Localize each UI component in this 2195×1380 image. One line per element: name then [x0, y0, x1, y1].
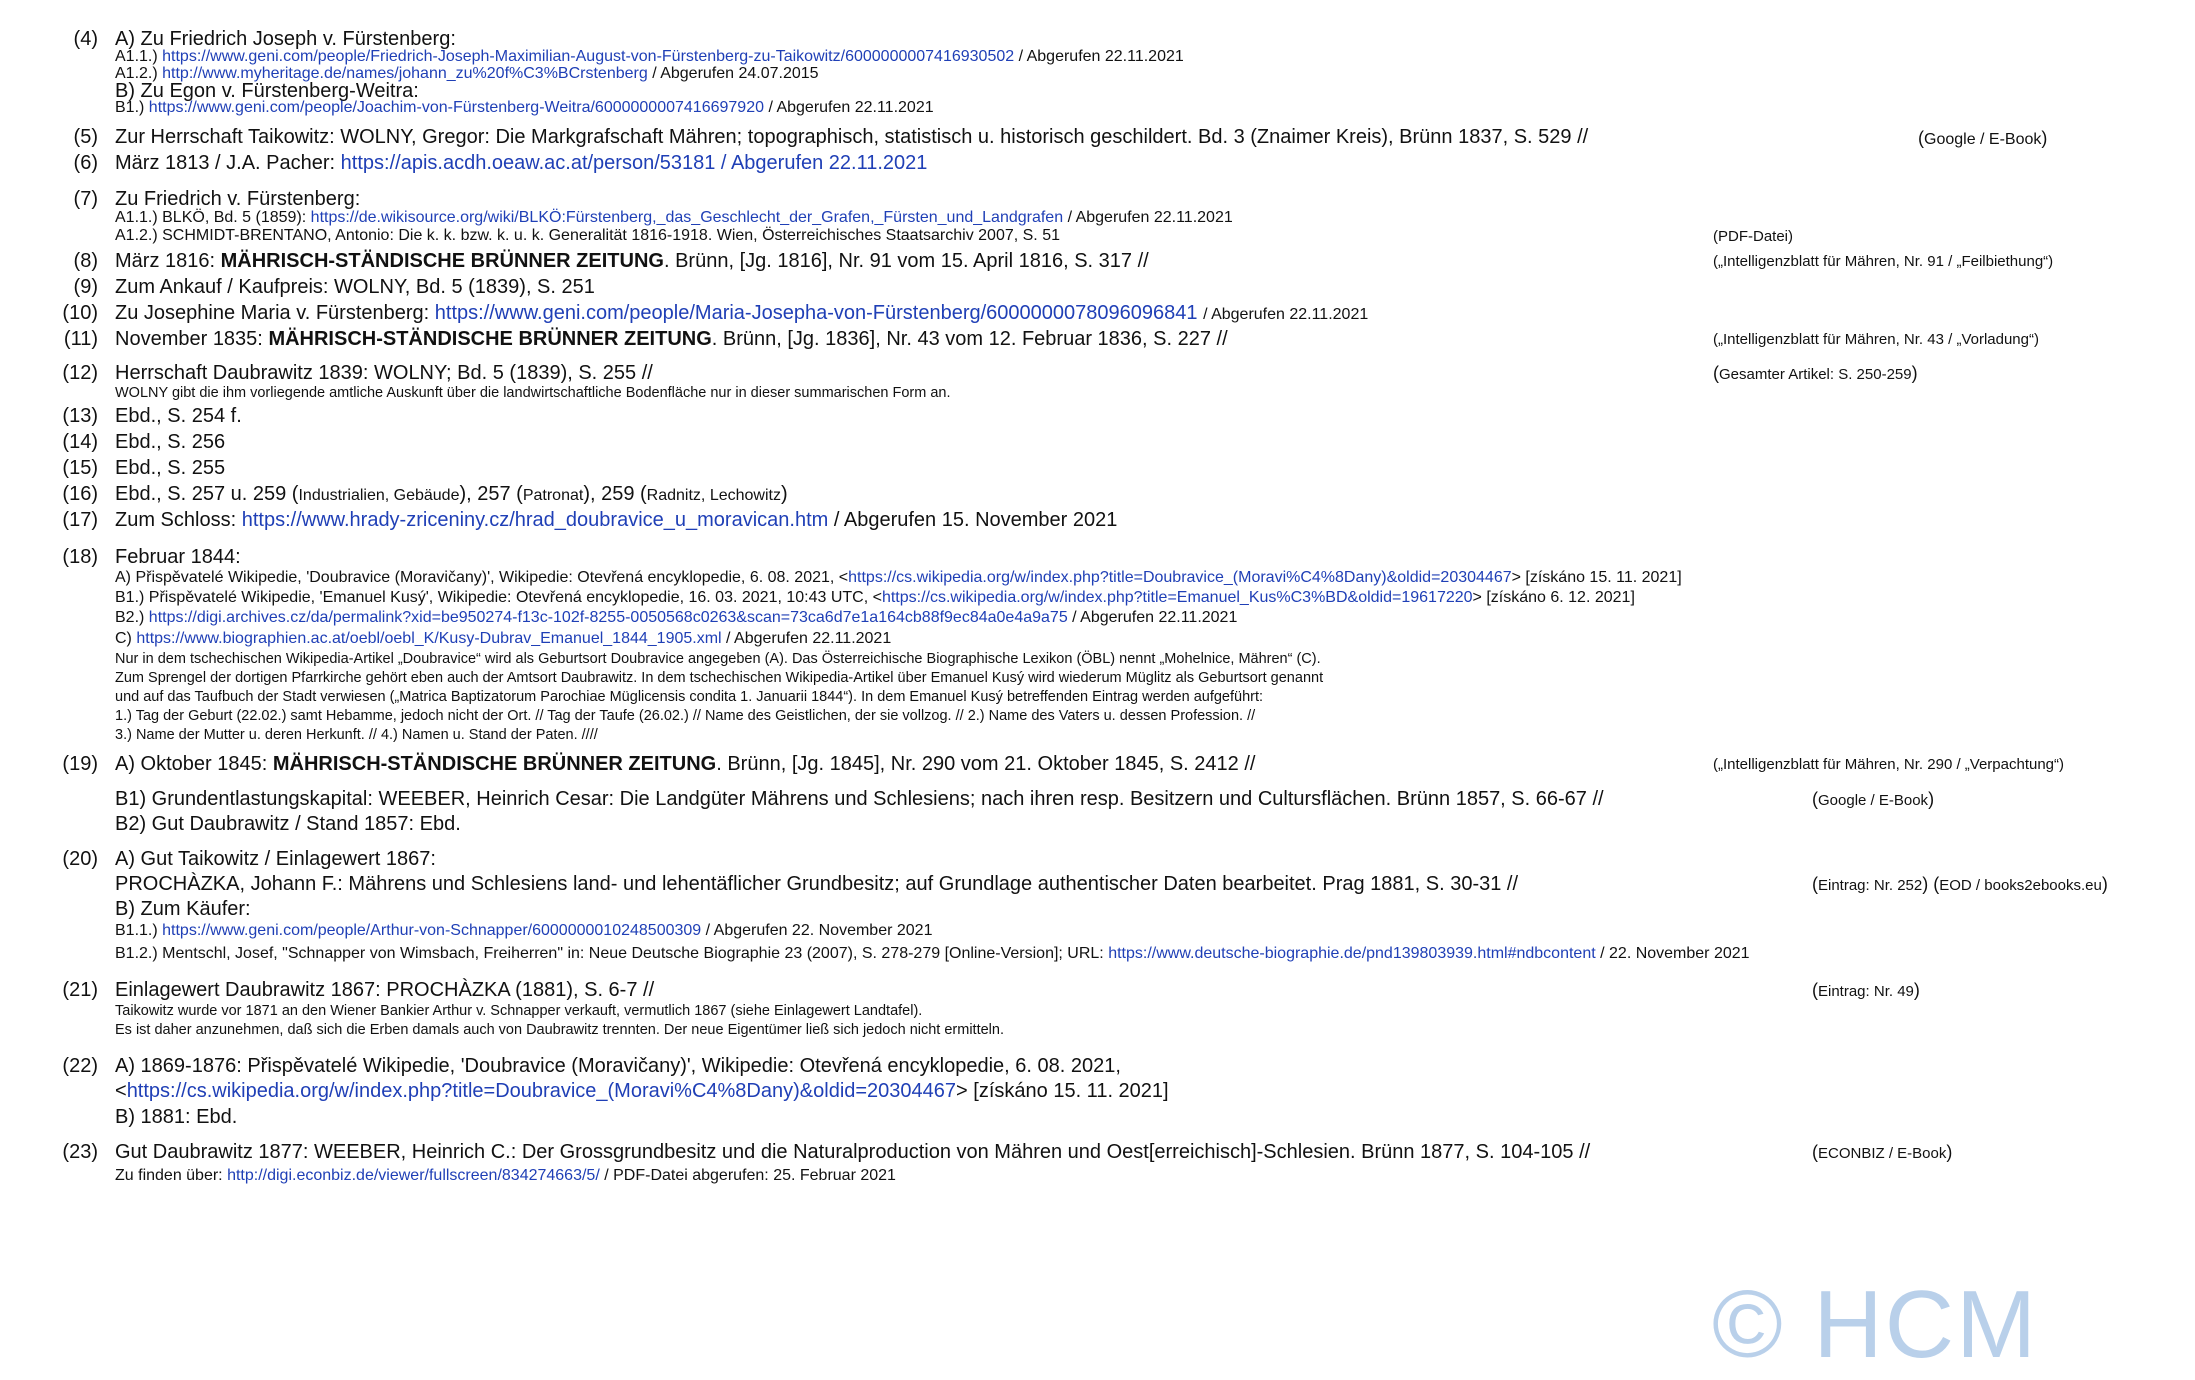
apis-link[interactable]: https://apis.acdh.oeaw.ac.at/person/53181 / Abgerufen 22.11.2021	[340, 152, 928, 174]
deutsche-biographie-link[interactable]: https://www.deutsche-biographie.de/pnd139803939.html#ndbcontent	[1108, 945, 1596, 962]
myheritage-link[interactable]: http://www.myheritage.de/names/johann_zu%20f%C3%BCrstenberg	[162, 65, 648, 82]
geni-link[interactable]: https://www.geni.com/people/Joachim-von-Fürstenberg-Weitra/6000000007416697920	[148, 99, 764, 116]
geni-link[interactable]: https://www.geni.com/people/Arthur-von-Schnapper/6000000010248500309	[162, 922, 702, 939]
biographien-link[interactable]: https://www.biographien.ac.at/oebl/oebl_K/Kusy-Dubrav_Emanuel_1844_1905.xml	[136, 630, 722, 647]
footnotes-page: (4) A) Zu Friedrich Joseph v. Fürstenberg: A1.1.) https://www.geni.com/people/Friedrich-Joseph-Maximilian-August-von-Fürstenberg-zu-Taikowitz/6000000007416930502 / Abgerufen 22.11.2021 A1.2.) http://www.myheritage.de/names/johann_zu%20f%C3%BCrstenberg / Abgerufen 24.07.2015 B) Zu Egon v. Fürstenberg-Weitra: B1.) https://www.geni.com/people/Joachim-von-Fürstenberg-Weitra/6000000007416697920 / Abgerufen 22.11.2021 (5) Zur Herrschaft Taikowitz: WOLNY, Gregor: Die Markgrafschaft Mähren; topographisch, statistisch u. historisch geschildert. Bd. 3 (Znaimer Kreis), Brünn 1837, S. 529 // (Google / E-Book) (6) März 1813 / J.A. Pacher: https://apis.acdh.oeaw.ac.at/person/53181 / Abgerufen 22.11.2021 (7) Zu Friedrich v. Fürstenberg: A1.1.) BLKÖ, Bd. 5 (1859): https://de.wikisource.org/wiki/BLKÖ:Fürstenberg,_das_Geschlecht_der_Grafen,_Fürsten_und_Landgrafen / Abgerufen 22.11.2021 A1.2.) SCHMIDT-BRENTANO, Antonio: Die k. k. bzw. k. u. k. Generalität 1816-1918. Wien, Österreichisches Staatsarchiv 2007, S. 51 (PDF-Datei) (8) März 1816: MÄHRISCH-STÄNDISCHE BRÜNNER ZEITUNG. Brünn, [Jg. 1816], Nr. 91 vom 15. April 1816, S. 317 // („Intelligenzblatt für Mähren, Nr. 91 / „Feilbiethung“) (9) Zum Ankauf / Kaufpreis: WOLNY, Bd. 5 (1839), S. 251 (10) Zu Josephine Maria v. Fürstenberg: https://www.geni.com/people/Maria-Josepha-von-Fürstenberg/6000000078096096841 / Abgerufen 22.11.2021 (11) November 1835: MÄHRISCH-STÄNDISCHE BRÜNNER ZEITUNG. Brünn, [Jg. 1836], Nr. 43 vom 12. Februar 1836, S. 227 // („Intelligenzblatt für Mähren, Nr. 43 / „Vorladung“) (12) Herrschaft Daubrawitz 1839: WOLNY; Bd. 5 (1839), S. 255 // (Gesamter Artikel: S. 250-259) WOLNY gibt die ihm vorliegende amtliche Auskunft über die landwirtschaftliche Bodenfläche nur in dieser summarischen Form an. (13) Ebd., S. 254 f. (14) Ebd., S. 256 (15) Ebd., S. 255 (16) Ebd., S. 257 u. 259 (Industrialien, Gebäude), 257 (Patronat), 259 (Radnitz, Lechowitz) (17) Zum Schloss: https://www.hrady-zriceniny.cz/hrad_doubravice_u_moravican.htm / Abgerufen 15. November 2021 (18) Februar 1844: A) Přispěvatelé Wikipedie, 'Doubravice (Moravičany)', Wikipedie: Otevřená encyklopedie, 6. 08. 2021, <https://cs.wikipedia.org/w/index.php?title=Doubravice_(Moravi%C4%8Dany)&oldid=20304467> [získáno 15. 11. 2021] B1.) Přispěvatelé Wikipedie, 'Emanuel Kusý', Wikipedie: Otevřená encyklopedie, 16. 03. 2021, 10:43 UTC, <https://cs.wikipedia.org/w/index.php?title=Emanuel_Kus%C3%BD&oldid=19617220> [získáno 6. 12. 2021] B2.) https://digi.archives.cz/da/permalink?xid=be950274-f13c-102f-8255-0050568c0263&scan=73ca6d7e1a164cb88f9ec84a0e4a9a75 / Abgerufen 22.11.2021 C) https://www.biographien.ac.at/oebl/oebl_K/Kusy-Dubrav_Emanuel_1844_1905.xml / Abgerufen 22.11.2021 Nur in dem tschechischen Wikipedia-Artikel „Doubravice“ wird als Geburtsort Doubravice angegeben (A). Das Österreichische Biographische Lexikon (ÖBL) nennt „Mohelnice, Mähren“ (C). Zum Sprengel der dortigen Pfarrkirche gehört eben auch der Amtsort Daubrawitz. In dem tschechischen Wikipedia-Artikel über Emanuel Kusý wird wiederum Müglitz als Geburtsort genannt und auf das Taufbuch der Stadt verwiesen („Matrica Baptizatorum Parochiae Müglicensis condita 1. Januarii 1844“). In dem Emanuel Kusý betreffenden Eintrag werden aufgeführt: 1.) Tag der Geburt (22.02.) samt Hebamme, jedoch nicht der Ort. // Tag der Taufe (26.02.) // Name des Geistlichen, der sie vollzog. // 2.) Name des Vaters u. dessen Profession. // 3.) Name der Mutter u. deren Herkunft. // 4.) Namen u. Stand der Paten. //// (19) A) Oktober 1845: MÄHRISCH-STÄNDISCHE BRÜNNER ZEITUNG. Brünn, [Jg. 1845], Nr. 290 vom 21. Oktober 1845, S. 2412 // („Intelligenzblatt für Mähren, Nr. 290 / „Verpachtung“) B1) Grundentlastungskapital: WEEBER, Heinrich Cesar: Die Landgüter Mährens und Schlesiens; nach ihren resp. Besitzern und Cultursflächen. Brünn 1857, S. 66-67 // (Google / E-Book) B2) Gut Daubrawitz / Stand 1857: Ebd. (20) A) Gut Taikowitz / Einlagewert 1867: PROCHÀZKA, Johann F.: Mährens und Schlesiens land- und lehentäflicher Grundbesitz; auf Grundlage authentischer Daten bearbeitet. Prag 1881, S. 30-31 // (Eintrag: Nr. 252) (EOD / books2ebooks.eu) B) Zum Käufer: B1.1.) https://www.geni.com/people/Arthur-von-Schnapper/6000000010248500309 / Abgerufen 22. November 2021 B1.2.) Mentschl, Josef, "Schnapper von Wimsbach, Freiherren" in: Neue Deutsche Biographie 23 (2007), S. 278-279 [Online-Version]; URL: https://www.deutsche-biographie.de/pnd139803939.html#ndbcontent / 22. November 2021 (21) Einlagewert Daubrawitz 1867: PROCHÀZKA (1881), S. 6-7 // (Eintrag: Nr. 49) Taikowitz wurde vor 1871 an den Wiener Bankier Arthur v. Schnapper verkauft, vermutlich 1867 (siehe Einlagewert Landtafel). Es ist daher anzunehmen, daß sich die Erben damals auch von Daubrawitz trennten. Der neue Eigentümer ließ sich jedoch nicht ermitteln. (22) A) 1869-1876: Přispěvatelé Wikipedie, 'Doubravice (Moravičany)', Wikipedie: Otevřená encyklopedie, 6. 08. 2021, <https://cs.wikipedia.org/w/index.php?title=Doubravice_(Moravi%C4%8Dany)&oldid=20304467> [získáno 15. 11. 2021] B) 1881: Ebd. (23) Gut Daubrawitz 1877: WEEBER, Heinrich C.: Der Grossgrundbesitz und die Naturalproduction von Mähren und Oest[erreichisch]-Schlesien. Brünn 1877, S. 104-105 // (ECONBIZ / E-Book) Zu finden über: http://digi.econbiz.de/viewer/fullscreen/834274663/5/ / PDF-Datei abgerufen: 25. Februar 2021 © HCM	[0, 0, 2195, 1366]
copyright-watermark: © HCM	[1712, 1271, 2039, 1378]
hrady-link[interactable]: https://www.hrady-zriceniny.cz/hrad_doubravice_u_moravican.htm	[241, 509, 829, 531]
footnote-number: (4)	[73, 28, 98, 50]
wikipedia-link[interactable]: https://cs.wikipedia.org/w/index.php?title=Doubravice_(Moravi%C4%8Dany)&oldid=20304467	[848, 569, 1512, 586]
wikisource-link[interactable]: https://de.wikisource.org/wiki/BLKÖ:Fürstenberg,_das_Geschlecht_der_Grafen,_Fürsten_und_Landgrafen	[310, 209, 1064, 226]
wikipedia-link[interactable]: https://cs.wikipedia.org/w/index.php?title=Emanuel_Kus%C3%BD&oldid=19617220	[881, 589, 1473, 606]
geni-link[interactable]: https://www.geni.com/people/Maria-Josepha-von-Fürstenberg/6000000078096096841	[434, 302, 1198, 324]
footnote-heading: A) Zu Friedrich Joseph v. Fürstenberg:	[115, 28, 456, 50]
geni-link[interactable]: https://www.geni.com/people/Friedrich-Joseph-Maximilian-August-von-Fürstenberg-zu-Taikowitz/6000000007416930502	[162, 48, 1015, 65]
wikipedia-link[interactable]: https://cs.wikipedia.org/w/index.php?title=Doubravice_(Moravi%C4%8Dany)&oldid=20304467	[126, 1080, 957, 1102]
econbiz-link[interactable]: http://digi.econbiz.de/viewer/fullscreen/834274663/5/	[227, 1167, 600, 1184]
archives-link[interactable]: https://digi.archives.cz/da/permalink?xid=be950274-f13c-102f-8255-0050568c0263&scan=73ca6d7e1a164cb88f9ec84a0e4a9a75	[148, 609, 1068, 626]
